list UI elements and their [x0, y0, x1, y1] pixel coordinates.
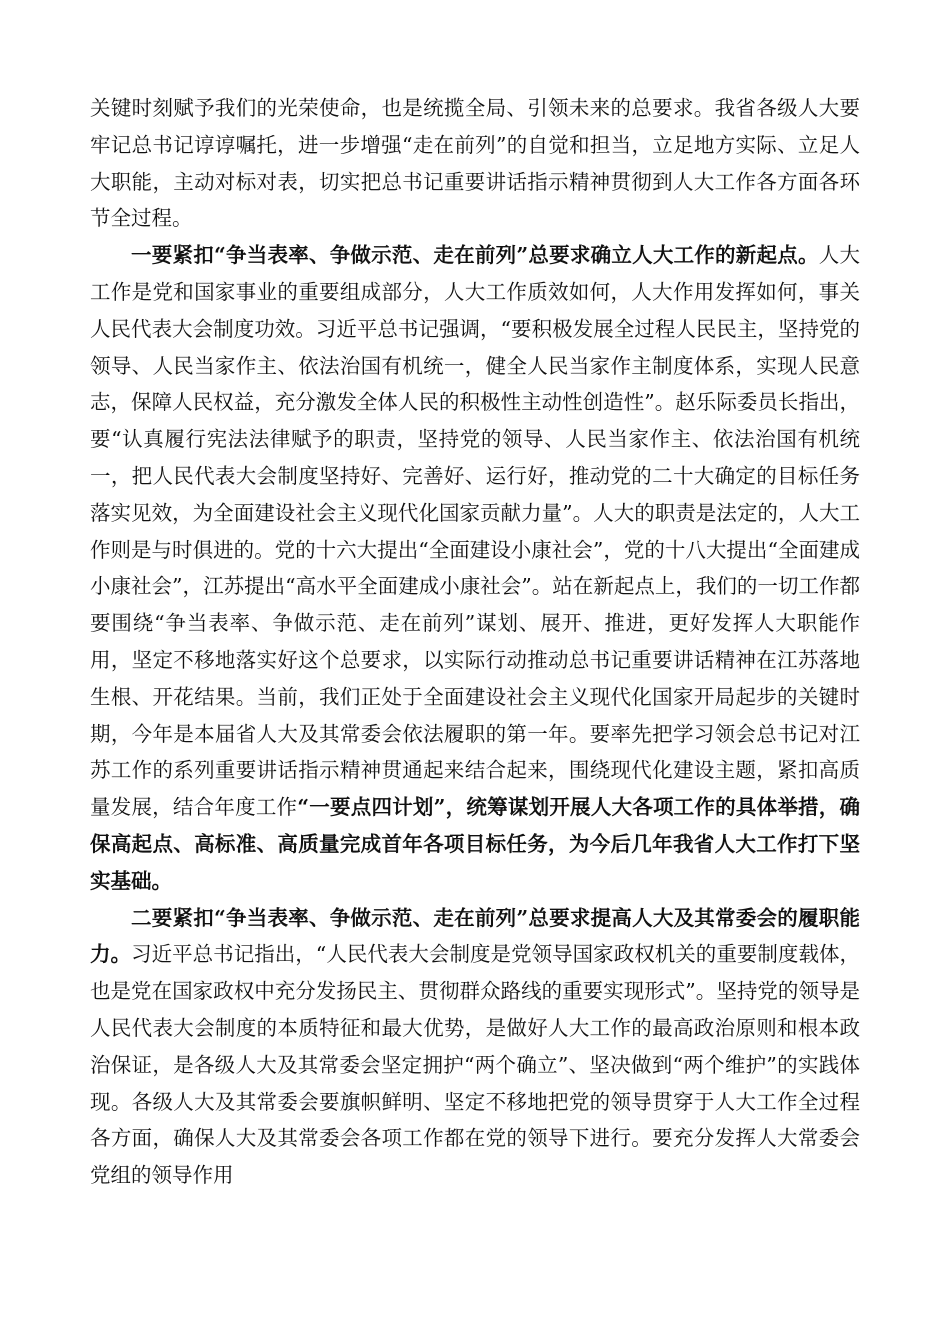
point-one-body: 人大工作是党和国家事业的重要组成部分，人大工作质效如何，人大作用发挥如何，事关人民代表大会制度功效。习近平总书记强调，“要积极发展全过程人民民主，坚持党的领导、人民当家作主、依法治国有机统一，健全人民当家作主制度体系，实现人民意志，保障人民权益，充分激发全体人民的积极性主动性创造性”。赵乐际委员长指出，要“认真履行宪法法律赋予的职责，坚持党的领导、人民当家作主、依法治国有机统一，把人民代表大会制度坚持好、完善好、运行好，推动党的二十大确定的目标任务落实见效，为全面建设社会主义现代化国家贡献力量”。人大的职责是法定的，人大工作则是与时俱进的。党的十六大提出“全面建设小康社会”，党的十八大提出“全面建成小康社会”，江苏提出“高水平全面建成小康社会”。站在新起点上，我们的一切工作都要围绕“争当表率、争做示范、走在前列”谋划、展开、推进，更好发挥人大职能作用，坚定不移地落实好这个总要求，以实际行动推动总书记重要讲话精神在江苏落地生根、开花结果。当前，我们正处于全面建设社会主义现代化国家开局起步的关键时期，今年是本届省人大及其常委会依法履职的第一年。要率先把学习领会总书记对江苏工作的系列重要讲话指示精神贯通起来结合起来，围绕现代化建设主题，紧扣高质量发展，结合年度工作	[90, 243, 860, 820]
paragraph-point-one	[90, 237, 860, 899]
point-two-heading: 二要紧扣“争当表率、争做示范、走在前列”总要求提高人大及其常委会的履职能力。	[90, 905, 860, 967]
document-page	[90, 90, 860, 1194]
point-one-emphasis: “一要点四计划”，统筹谋划开展人大各项工作的具体举措，确保高起点、高标准、高质量完成首年各项目标任务，为今后几年我省人大工作打下坚实基础。	[90, 795, 860, 893]
point-two-body: 习近平总书记指出，“人民代表大会制度是党领导国家政权机关的重要制度载体，也是党在国家政权中充分发扬民主、贯彻群众路线的重要实现形式”。坚持党的领导是人民代表大会制度的本质特征和最大优势，是做好人大工作的最高政治原则和根本政治保证，是各级人大及其常委会坚定拥护“两个确立”、坚决做到“两个维护”的实践体现。各级人大及其常委会要旗帜鲜明、坚定不移地把党的领导贯穿于人大工作全过程各方面，确保人大及其常委会各项工作都在党的领导下进行。要充分发挥人大常委会党组的领导作用	[90, 942, 861, 1188]
paragraph-intro	[90, 90, 860, 237]
paragraph-text: 关键时刻赋予我们的光荣使命，也是统揽全局、引领未来的总要求。我省各级人大要牢记总书记谆谆嘱托，进一步增强“走在前列”的自觉和担当，立足地方实际、立足人大职能，主动对标对表，切实把总书记重要讲话指示精神贯彻到人大工作各方面各环节全过程。	[90, 96, 860, 231]
point-one-heading: 一要紧扣“争当表率、争做示范、走在前列”总要求确立人大工作的新起点。	[131, 243, 819, 268]
paragraph-point-two	[90, 900, 860, 1194]
